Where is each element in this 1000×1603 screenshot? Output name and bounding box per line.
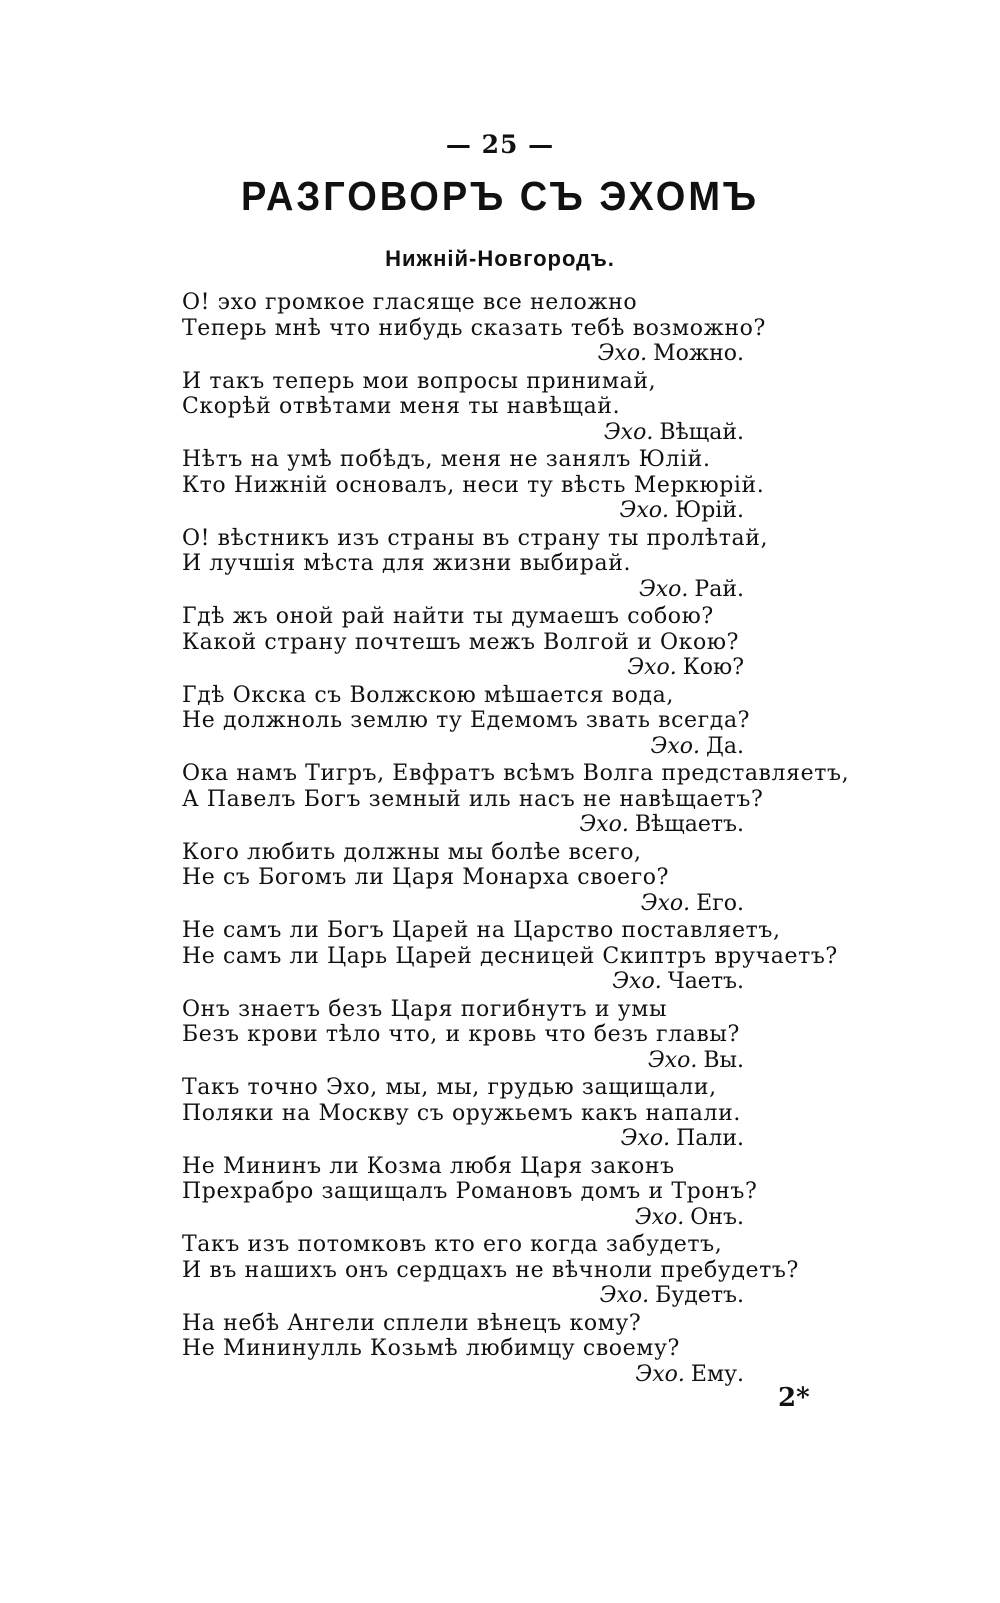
stanza <box>182 1311 772 1388</box>
echo-reply <box>182 1126 772 1152</box>
poem-title: РАЗГОВОРЪ СЪ ЭХОМЪ <box>240 174 760 220</box>
poem-line: Поляки на Москву съ оружьемъ какъ напали. <box>182 1100 741 1126</box>
poem-line: На небѣ Ангели сплели вѣнецъ кому? <box>182 1310 642 1336</box>
echo-reply <box>182 969 772 995</box>
poem-line: Безъ крови тѣло что, и кровь что безъ главы? <box>182 1022 740 1047</box>
echo-reply <box>182 655 772 681</box>
stanza <box>182 761 850 838</box>
poem-line: Нѣтъ на умѣ побѣдъ, меня не занялъ Юлій. <box>182 447 711 472</box>
echo-answer: Можно. <box>653 341 744 366</box>
poem-line: Кто Нижній основалъ, неси ту вѣсть Меркюрій. <box>182 472 765 498</box>
stanza <box>182 604 772 681</box>
echo-label: Эхо. <box>599 1283 650 1308</box>
stanza <box>182 290 772 367</box>
echo-label: Эхо. <box>638 576 689 602</box>
echo-reply <box>182 734 772 760</box>
echo-label: Эхо. <box>603 419 654 445</box>
echo-label: Эхо. <box>635 1361 685 1387</box>
echo-answer: Да. <box>706 733 744 759</box>
stanza <box>182 1232 799 1309</box>
echo-reply <box>182 577 772 603</box>
stanza <box>182 1154 772 1231</box>
echo-answer: Онъ. <box>690 1204 744 1230</box>
poem-line: И лучшія мѣста для жизни выбирай. <box>182 551 632 576</box>
echo-label: Эхо. <box>627 655 677 680</box>
poem-subtitle: Нижній-Новгородъ. <box>385 246 615 271</box>
echo-label: Эхо. <box>650 733 700 759</box>
stanza <box>182 997 772 1074</box>
echo-label: Эхо. <box>619 498 669 523</box>
echo-label: Эхо. <box>612 969 662 994</box>
echo-answer: Пали. <box>676 1126 744 1151</box>
poem-line: Не Мининулль Козьмѣ любимцу своему? <box>182 1336 680 1361</box>
poem-line: Такъ изъ потомковъ кто его когда забудетъ, <box>182 1232 723 1257</box>
echo-reply <box>182 1205 772 1231</box>
echo-label: Эхо. <box>579 812 629 837</box>
echo-answer: Рай. <box>694 576 744 602</box>
poem-line: Прехрабро защищалъ Романовъ домъ и Тронъ? <box>182 1179 758 1204</box>
echo-reply <box>182 1283 772 1309</box>
poem-line: Такъ точно Эхо, мы, мы, грудью защищали, <box>182 1075 717 1100</box>
echo-answer: Кою? <box>682 655 744 680</box>
page-number: — 25 — <box>445 130 555 159</box>
stanza <box>182 918 838 995</box>
echo-reply <box>182 498 772 524</box>
poem-line: И въ нашихъ онъ сердцахъ не вѣчноли пребудетъ? <box>182 1257 799 1283</box>
echo-label: Эхо. <box>640 890 691 916</box>
echo-answer: Его. <box>696 890 744 916</box>
echo-reply <box>182 1362 772 1388</box>
echo-answer: Чаетъ. <box>667 969 744 994</box>
echo-label: Эхо. <box>647 1047 698 1073</box>
poem-line: Гдѣ Окска съ Волжскою мѣшается вода, <box>182 682 674 708</box>
poem-line: Ока намъ Тигръ, Евфратъ всѣмъ Волга представляетъ, <box>182 761 850 786</box>
echo-label: Эхо. <box>620 1126 671 1151</box>
echo-reply <box>182 891 772 917</box>
poem-line: Не съ Богомъ ли Царя Монарха своего? <box>182 865 669 890</box>
stanza <box>182 447 772 524</box>
poem-line: Скорѣй отвѣтами меня ты навѣщай. <box>182 394 621 419</box>
echo-reply <box>182 341 772 367</box>
poem-line: О! вѣстникъ изъ страны въ страну ты пролѣтай, <box>182 525 769 551</box>
poem-line: И такъ теперь мои вопросы принимай, <box>182 368 657 394</box>
poem-body <box>182 290 850 1389</box>
echo-answer: Вѣщаетъ. <box>634 812 744 837</box>
echo-answer: Будетъ. <box>655 1283 744 1308</box>
echo-answer: Вѣщай. <box>659 419 744 445</box>
echo-answer: Вы. <box>703 1047 744 1073</box>
poem-line: Онъ знаетъ безъ Царя погибнутъ и умы <box>182 996 668 1022</box>
poem-line: Какой страну почтешъ межъ Волгой и Окою? <box>182 629 739 655</box>
echo-reply <box>182 812 772 838</box>
echo-label: Эхо. <box>634 1204 685 1230</box>
echo-label: Эхо. <box>597 341 648 366</box>
stanza <box>182 369 772 446</box>
poem-line: Кого любить должны мы болѣе всего, <box>182 839 642 865</box>
poem-line: Не самъ ли Богъ Царей на Царство поставляетъ, <box>182 918 781 943</box>
poem-line: Не Мининъ ли Козма любя Царя законъ <box>182 1153 675 1179</box>
poem-line: Не должноль землю ту Едемомъ звать всегда? <box>182 708 751 733</box>
echo-answer: Ему. <box>690 1361 744 1387</box>
signature-mark: 2* <box>778 1383 810 1413</box>
poem-line: Гдѣ жъ оной рай найти ты думаешъ собою? <box>182 604 714 629</box>
poem-line: О! эхо громкое гласяще все неложно <box>182 290 638 315</box>
echo-reply <box>182 420 772 446</box>
poem-line: Не самъ ли Царь Царей десницей Скиптръ вручаетъ? <box>182 943 838 969</box>
poem-line: А Павелъ Богъ земный иль насъ не навѣщаетъ? <box>182 786 764 812</box>
stanza <box>182 683 772 760</box>
stanza <box>182 1075 772 1152</box>
stanza <box>182 526 772 603</box>
echo-answer: Юрій. <box>674 498 744 523</box>
echo-reply <box>182 1048 772 1074</box>
poem-line: Теперь мнѣ что нибудь сказать тебѣ возможно? <box>182 315 766 341</box>
stanza <box>182 840 772 917</box>
